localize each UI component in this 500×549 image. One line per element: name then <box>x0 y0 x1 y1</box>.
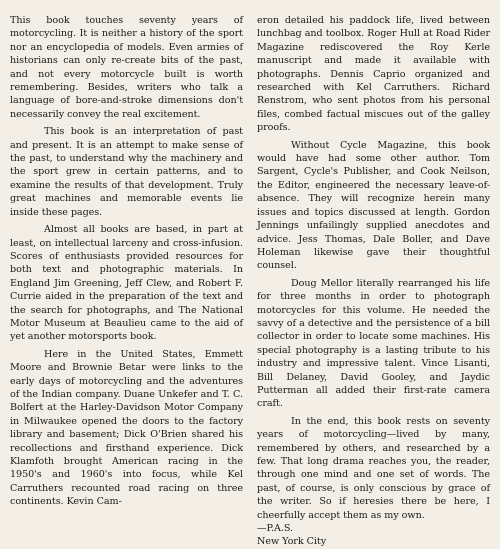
author-initials: —P.A.S. <box>257 523 294 535</box>
signature-place: New York City <box>257 536 327 548</box>
right-column <box>257 14 490 549</box>
right-paragraph-2: Without Cycle Magazine, this book would have had some other author. Tom Sargent, Cycle's Publisher, and Cook Neilson, the Editor, engineered the necessary leave-of-absence. They will recognize herein many issues and topics discussed at length. Gordon Jennings unfailingly supplied anecdotes and advice. Jess Thomas, Dale Boller, and Dave Holeman likewise gave their thoughtful counsel. <box>257 139 490 272</box>
right-paragraph-3: Doug Mellor literally rearranged his life for three months in order to photograph motorcycles for this volume. He needed the savvy of a detective and the persistence of a bill collector in order to locate some machines. His special photography is a lasting tribute to his industry and impressive talent. Vince Lisanti, Bill Delaney, David Gooley, and Jaydic Putterman all added their first-rate camera craft. <box>257 277 490 410</box>
left-paragraph-3: Almost all books are based, in part at least, on intellectual larceny and cross-infusion. Scores of enthusiasts provided resources for both text and photographic materials. In England Jim Greening, Jeff Clew, and Robert F. Currie aided in the preparation of the text and the search for photographs, and The National Motor Museum at Beaulieu came to the aid of yet another motorsports book. <box>10 224 243 343</box>
right-paragraph-1: eron detailed his paddock life, lived between lunchbag and toolbox. Roger Hull at Road Rider Magazine rediscovered the Roy Kerle manuscript and made it available with photographs. Dennis Caprio organized and researched with Kel Carruthers. Richard Renstrom, who sent photos from his personal files, combed factual miscues out of the galley proofs. <box>257 15 490 134</box>
left-paragraph-1: This book touches seventy years of motorcycling. It is neither a history of the sport nor an encyclopedia of models. Even armies of historians can only re-create bits of the past, and not every motorcycle built is worth remembering. Besides, writers who talk a language of bore-and-stroke dimensions don't necessarily convey the real excitement. <box>10 15 243 120</box>
left-column <box>10 14 243 549</box>
two-column-layout <box>10 14 490 549</box>
right-paragraph-4: In the end, this book rests on seventy years of motorcycling—lived by many, remembered by others, and researched by a few. That long drama reaches you, the reader, through one mind and one set of words. The past, of course, is only conscious by grace of the writer. So if heresies there be here, I cheerfully accept them as my own. <box>257 415 490 521</box>
left-paragraph-4: Here in the United States, Emmett Moore and Brownie Betar were links to the early days of motorcycling and the adventures of the Indian company. Duane Unkefer and T. C. Bolfert at the Harley-Davidson Motor Company in Milwaukee opened the doors to the factory library and basement; Dick O'Brien shared his recollections and firsthand experience. Dick Klamfoth brought American racing in the 1950's and 1960's into focus, while Kel Carruthers recounted road racing on three continents. Kevin Cam- <box>10 348 243 508</box>
left-paragraph-2: This book is an interpretation of past and present. It is an attempt to make sense of the past, to understand why the machinery and the sport grew in certain patterns, and to examine the results of that development. Truly great machines and memorable events lie inside these pages. <box>10 126 243 218</box>
